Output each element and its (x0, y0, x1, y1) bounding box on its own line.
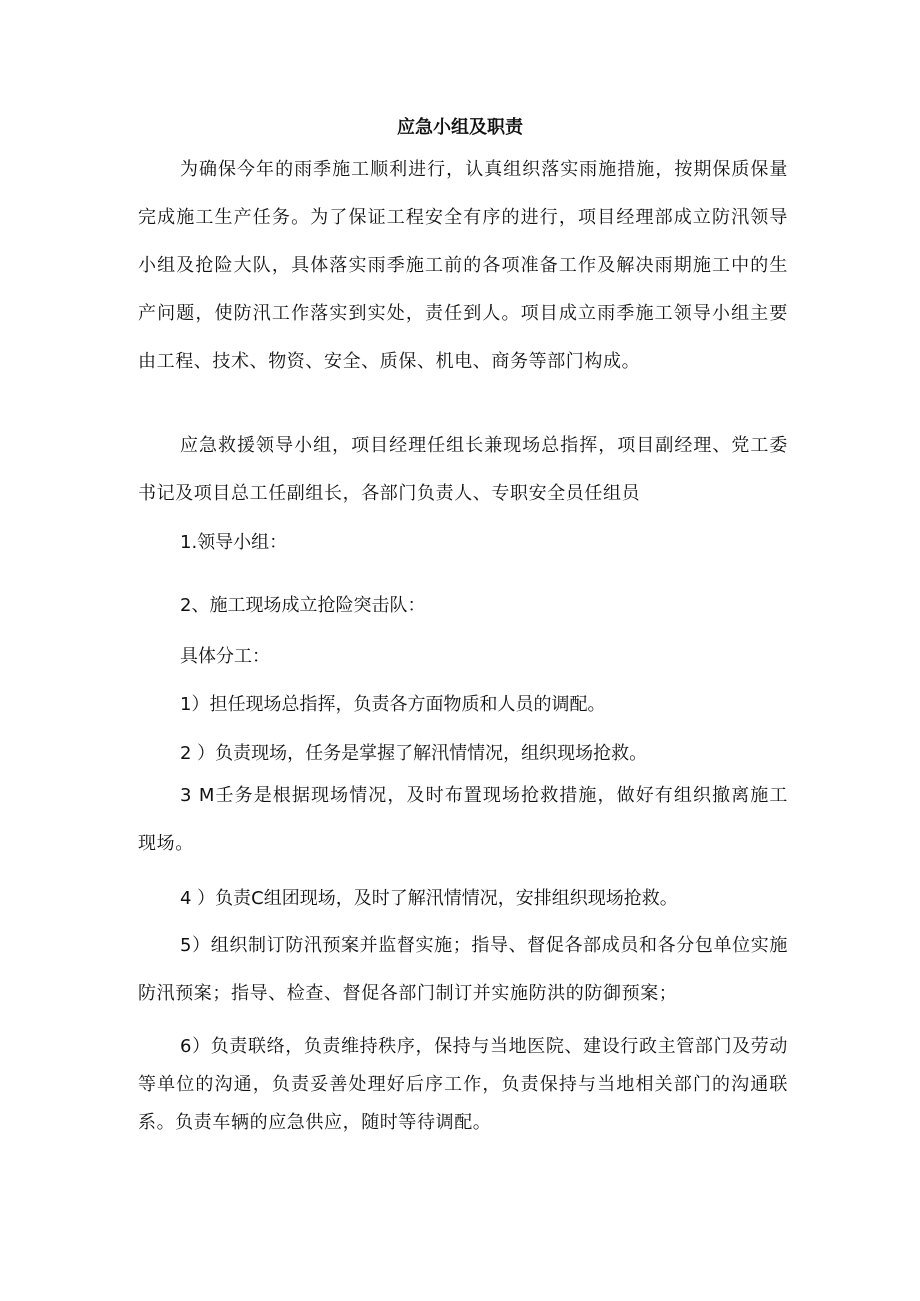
item-division-heading: 具体分工： (180, 646, 270, 667)
duty-5: 5）组织制订防汛预案并监督实施；指导、督促各部成员和各分包单位实施防汛预案；指导、检查、督促各部门制订并实施防洪的防御预案； (138, 935, 788, 1004)
item-leadership-group: 1.领导小组： (180, 532, 288, 553)
paragraph-rescue-team: 应急救援领导小组，项目经理任组长兼现场总指挥，项目副经理、党工委书记及项目总工任副组长，各部门负责人、专职安全员任组员 (138, 435, 788, 504)
paragraph-intro: 为确保今年的雨季施工顺利进行，认真组织落实雨施措施，按期保质保量完成施工生产任务。为了保证工程安全有序的进行，项目经理部成立防汛领导小组及抢险大队，具体落实雨季施工前的各项准备工作及解决雨期施工中的生产问题，使防汛工作落实到实处，责任到人。项目成立雨季施工领导小组主要由工程、技术、物资、安全、质保、机电、商务等部门构成。 (138, 159, 788, 372)
duty-1: 1）担任现场总指挥，负责各方面物质和人员的调配。 (180, 694, 606, 715)
duty-6: 6）负责联络，负责维持秩序，保持与当地医院、建设行政主管部门及劳动等单位的沟通，负责妥善处理好后序工作，负责保持与当地相关部门的沟通联系。负责车辆的应急供应，随时等待调配。 (138, 1036, 788, 1133)
duty-4: 4 ）负责C组团现场，及时了解汛情情况，安排组织现场抢救。 (180, 888, 678, 909)
item-assault-team: 2、施工现场成立抢险突击队： (180, 595, 426, 616)
duty-3: 3 M壬务是根据现场情况，及时布置现场抢救措施，做好有组织撤离施工现场。 (138, 785, 788, 854)
document-title: 应急小组及职责 (397, 117, 523, 138)
duty-2: 2 ）负责现场，任务是掌握了解汛情情况，组织现场抢救。 (180, 743, 648, 764)
